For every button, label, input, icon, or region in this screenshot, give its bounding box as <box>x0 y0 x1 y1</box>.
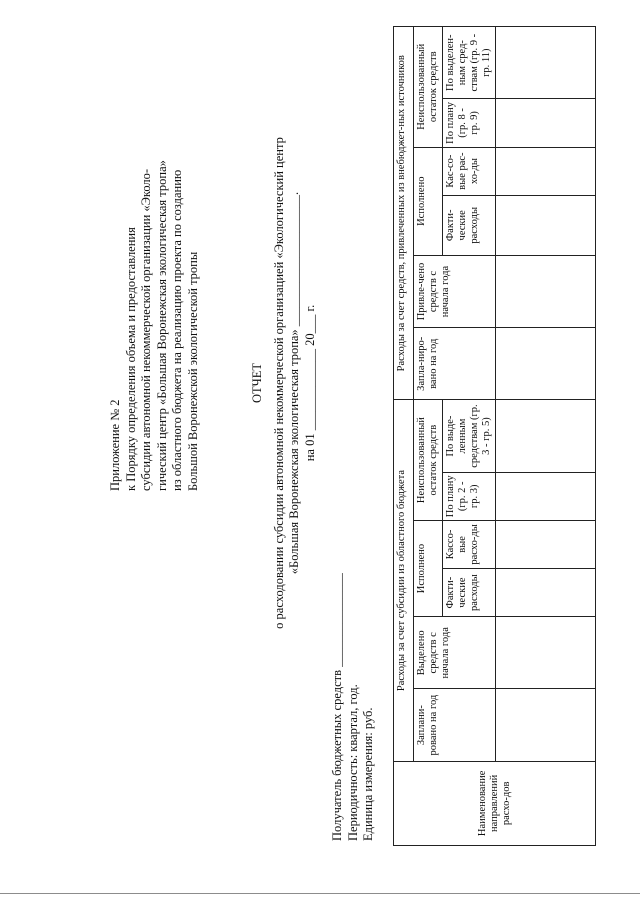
actual-expenses-header: Факти-ческие расходы <box>443 569 496 617</box>
report-table <box>393 26 596 846</box>
cash-expenses-extra-header: Кас-со-вые рас-хо-ды <box>443 147 496 195</box>
executed-header: Исполнено <box>414 520 443 616</box>
report-subtitle-line: о расходовании субсидии автономной некоммерческой организацией «Экологический центр <box>271 137 286 629</box>
report-date-line: на 01 _____________ 20___ г. <box>302 304 317 462</box>
allocated-since-start-header: Выделено средств с начала года <box>414 617 496 689</box>
report-meta <box>330 573 377 841</box>
empty-cell <box>496 569 596 617</box>
empty-cell <box>496 617 596 689</box>
report-subtitle-line: «Большая Воронежская экологическая тропа» _____________________. <box>287 191 301 575</box>
empty-cell <box>496 400 596 472</box>
col-expense-directions-header: Наименование направлений расхо-дов <box>394 761 596 845</box>
by-allocated-header: По выде-ленным средствам (гр. 3 - гр. 5) <box>443 400 496 472</box>
report-title-block <box>250 103 318 663</box>
empty-cell <box>496 255 596 327</box>
empty-cell <box>496 195 596 255</box>
appendix-line: из областного бюджета на реализацию проекта по созданию <box>170 169 184 491</box>
budget-recipient: Получатель бюджетных средств _______________ <box>330 573 344 841</box>
actual-expenses-extra-header: Факти-ческие расходы <box>443 195 496 255</box>
report-title: ОТЧЕТ <box>250 362 264 404</box>
measurement-unit: Единица измерения: руб. <box>361 707 375 841</box>
planned-year-extra-header: Запла-ниро-вано на год <box>414 328 496 400</box>
empty-cell <box>496 520 596 568</box>
appendix-line: гический центр «Большая Воронежская экологическая тропа» <box>154 160 169 491</box>
executed-extra-header: Исполнено <box>414 147 443 255</box>
appendix-line: к Порядку определения объема и предоставления <box>123 227 138 491</box>
attracted-since-start-header: Привле-чено средств с начала года <box>414 255 496 327</box>
unused-balance-extra-header: Неиспользованный остаток средств <box>414 27 443 148</box>
appendix-line: Большой Воронежской экологической тропы <box>185 251 200 491</box>
group-extrabudget-header: Расходы за счет средств, привлеченных из внебюджет-ных источников <box>394 27 414 400</box>
planned-year-header: Заплани-ровано на год <box>414 689 496 761</box>
appendix-header <box>108 71 201 491</box>
empty-cell <box>496 147 596 195</box>
empty-cell <box>496 328 596 400</box>
periodicity: Периодичность: квартал, год. <box>345 684 360 841</box>
unused-balance-header: Неиспользованный остаток средств <box>414 400 443 520</box>
empty-cell <box>496 689 596 761</box>
cash-expenses-header: Кассо-вые расхо-ды <box>443 520 496 568</box>
empty-cell <box>496 99 596 147</box>
by-allocated-extra-header: По выделен-ным сред-ствам (гр. 9 - гр. 11) <box>443 27 496 99</box>
appendix-line: Приложение № 2 <box>108 399 122 491</box>
by-plan-extra-header: По плану (гр. 8 - гр. 9) <box>443 99 496 147</box>
by-plan-header: По плану (гр. 2 - гр. 3) <box>443 472 496 520</box>
empty-cell <box>496 27 596 99</box>
group-regional-budget-header: Расходы за счет субсидии из областного бюджета <box>394 400 414 761</box>
empty-cell <box>496 472 596 520</box>
appendix-line: субсидии автономной некоммерческой организации «Эколо- <box>139 168 153 491</box>
